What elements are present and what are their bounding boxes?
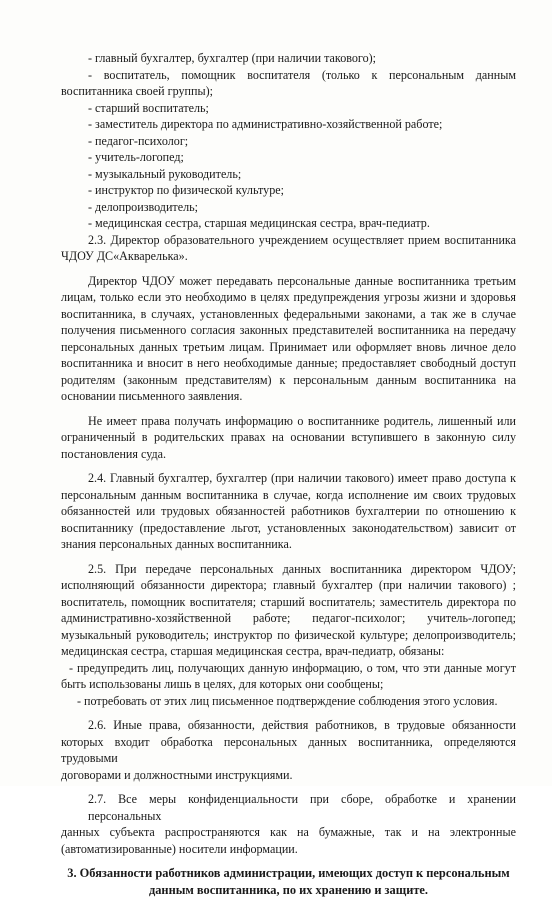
document-body xyxy=(61,50,516,898)
list-item: - заместитель директора по административно-хозяйственной работе; xyxy=(61,116,516,133)
paragraph-line: основании письменного заявления. xyxy=(61,388,516,405)
obligation-item: - потребовать от этих лиц письменное подтверждение соблюдения этого условия. xyxy=(61,693,516,710)
paragraph-line: постановления суда. xyxy=(61,446,516,463)
paragraph-2-7 xyxy=(61,791,516,857)
paragraph-line: ЧДОУ ДС«Акварелька». xyxy=(61,248,516,265)
paragraph-line: Директор ЧДОУ может передавать персональные данные воспитанника третьим xyxy=(61,273,516,290)
list-item: - медицинская сестра, старшая медицинская сестра, врач-педиатр. xyxy=(61,215,516,232)
paragraph-line: медицинская сестра, старшая медицинская сестра, врач-педиатр, обязаны: xyxy=(61,643,516,660)
paragraph-line: исполняющий обязанности директора; главный бухгалтер (при наличии такового) ; xyxy=(61,577,516,594)
paragraph-line: музыкальный руководитель; инструктор по физической культуре; делопроизводитель; xyxy=(61,627,516,644)
section-heading xyxy=(61,865,516,898)
paragraph-line: данных субъекта распространяются как на бумажные, так и на электронные xyxy=(61,824,516,841)
paragraph-line: 2.3. Директор образовательного учреждением осуществляет прием воспитанника xyxy=(61,232,516,249)
paragraph-line: 2.6. Иные права, обязанности, действия работников, в трудовые обязанности xyxy=(61,717,516,734)
paragraph-line: воспитанника, в случаях, установленных федеральными законами, а так же в случае xyxy=(61,306,516,323)
list-item: - главный бухгалтер, бухгалтер (при наличии такового); xyxy=(61,50,516,67)
section-heading-line: данным воспитанника, по их хранению и защите. xyxy=(61,882,516,898)
paragraph-line: лицам, только если это необходимо в целях предупреждения угрозы жизни и здоровья xyxy=(61,289,516,306)
list-item: - учитель-логопед; xyxy=(61,149,516,166)
obligation-item: - предупредить лиц, получающих данную информацию, о том, что эти данные могут xyxy=(61,660,516,677)
obligation-item-continuation: быть использованы лишь в целях, для которых они сообщены; xyxy=(61,676,516,693)
list-item-continuation: воспитанника своей группы); xyxy=(61,83,516,100)
paragraph-line: 2.4. Главный бухгалтер, бухгалтер (при наличии такового) имеет право доступа к xyxy=(61,470,516,487)
paragraph-line: (автоматизированные) носители информации. xyxy=(61,841,516,858)
paragraph-line: знания персональных данных воспитанника. xyxy=(61,536,516,553)
paragraph-line: 2.7. Все меры конфиденциальности при сборе, обработке и хранении персональных xyxy=(61,791,516,824)
paragraph-line: персональным данным воспитанника в случае, когда исполнение им своих трудовых xyxy=(61,487,516,504)
list-item: - педагог-психолог; xyxy=(61,133,516,150)
paragraph-director xyxy=(61,273,516,405)
access-list xyxy=(61,50,516,232)
list-item: - делопроизводитель; xyxy=(61,199,516,216)
paragraph-line: получения письменного согласия законных представителей воспитанника на передачу xyxy=(61,322,516,339)
paragraph-line: ограниченный в родительских правах на основании вступившего в законную силу xyxy=(61,429,516,446)
paragraph-2-3 xyxy=(61,232,516,265)
paragraph-2-4 xyxy=(61,470,516,553)
paragraph-line: договорами и должностными инструкциями. xyxy=(61,767,516,784)
paragraph-line: персональных данных третьим лицам. Принимает или оформляет вновь личное дело xyxy=(61,339,516,356)
paragraph-line: обязанностей или трудовых обязанностей работников бухгалтерии по отношению к xyxy=(61,503,516,520)
paragraph-line: воспитаннику (предоставление льгот, установленных законодательством) зависит от xyxy=(61,520,516,537)
paragraph-line: которых входит обработка персональных данных воспитанника, определяются трудовыми xyxy=(61,734,516,767)
paragraph-line: 2.5. При передаче персональных данных воспитанника директором ЧДОУ; xyxy=(61,561,516,578)
paragraph-line: воспитанника и вносит в него необходимые данные; предоставляет свободный доступ xyxy=(61,355,516,372)
list-item: - инструктор по физической культуре; xyxy=(61,182,516,199)
paragraph-2-5 xyxy=(61,561,516,710)
list-item: - воспитатель, помощник воспитателя (только к персональным данным xyxy=(61,67,516,84)
paragraph-2-6 xyxy=(61,717,516,783)
paragraph-line: административно-хозяйственной работе; педагог-психолог; учитель-логопед; xyxy=(61,610,516,627)
paragraph-line: Не имеет права получать информацию о воспитаннике родитель, лишенный или xyxy=(61,413,516,430)
list-item: - старший воспитатель; xyxy=(61,100,516,117)
paragraph-line: родителям (законным представителям) к персональным данным воспитанника на xyxy=(61,372,516,389)
list-item: - музыкальный руководитель; xyxy=(61,166,516,183)
section-heading-line: 3. Обязанности работников администрации, имеющих доступ к персональным xyxy=(61,865,516,882)
paragraph-rights xyxy=(61,413,516,463)
paragraph-line: воспитатель, помощник воспитателя; старший воспитатель; заместитель директора по xyxy=(61,594,516,611)
